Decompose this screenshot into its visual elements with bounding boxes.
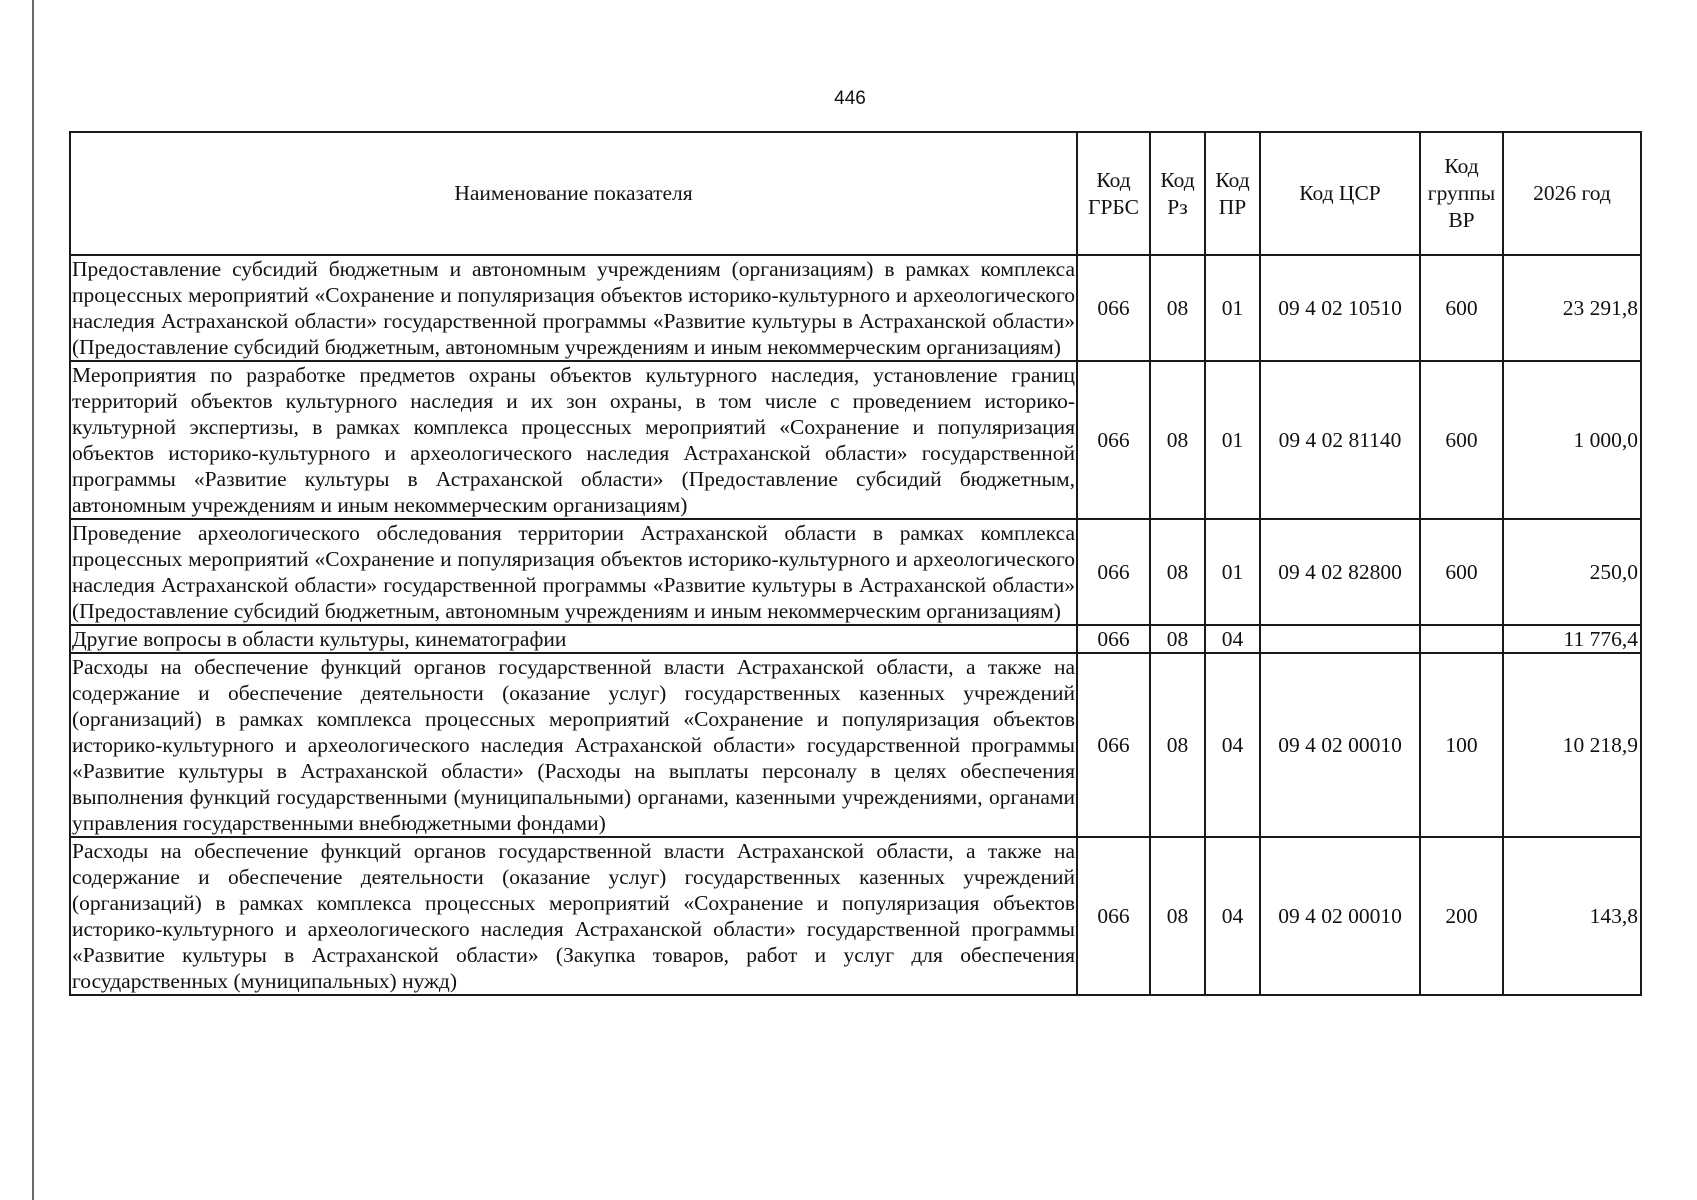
header-vr: Код группы ВР: [1420, 132, 1503, 255]
row-grbs: 066: [1077, 255, 1150, 361]
row-amount: 1 000,0: [1503, 361, 1641, 519]
table-row: [70, 653, 1641, 837]
row-amount: 250,0: [1503, 519, 1641, 625]
row-name: Расходы на обеспечение функций органов государственной власти Астраханской области, а также на содержание и обеспечение деятельности (оказание услуг) государственных казенных учреждений (организаций) в рамках комплекса процессных мероприятий «Сохранение и популяризация объектов историко-культурного и археологического наследия Астраханской области» государственной программы «Развитие культуры в Астраханской области» (Расходы на выплаты персоналу в целях обеспечения выполнения функций государственными (муниципальными) органами, казенными учреждениями, органами управления государственными внебюджетными фондами): [72, 655, 1075, 835]
header-csr: Код ЦСР: [1260, 132, 1420, 255]
row-grbs: 066: [1077, 519, 1150, 625]
row-name: Проведение археологического обследования территории Астраханской области в рамках комплекса процессных мероприятий «Сохранение и популяризация объектов историко-культурного и археологического наследия Астраханской области» государственной программы «Развитие культуры в Астраханской области» (Предоставление субсидий бюджетным, автономным учреждениям и иным некоммерческим организациям): [72, 521, 1075, 623]
row-pr: 01: [1205, 255, 1260, 361]
row-rz: 08: [1150, 625, 1205, 653]
header-rz: Код Рз: [1150, 132, 1205, 255]
row-rz: 08: [1150, 361, 1205, 519]
row-rz: 08: [1150, 837, 1205, 995]
row-grbs: 066: [1077, 837, 1150, 995]
table-header-row: [70, 132, 1641, 255]
row-amount: 23 291,8: [1503, 255, 1641, 361]
header-pr: Код ПР: [1205, 132, 1260, 255]
table-row: [70, 255, 1641, 361]
header-year: 2026 год: [1503, 132, 1641, 255]
row-amount: 11 776,4: [1503, 625, 1641, 653]
table-row: [70, 625, 1641, 653]
row-name: Расходы на обеспечение функций органов государственной власти Астраханской области, а также на содержание и обеспечение деятельности (оказание услуг) государственных казенных учреждений (организаций) в рамках комплекса процессных мероприятий «Сохранение и популяризация объектов историко-культурного и археологического наследия Астраханской области» государственной программы «Развитие культуры в Астраханской области» (Закупка товаров, работ и услуг для обеспечения государственных (муниципальных) нужд): [72, 839, 1075, 993]
budget-table: [69, 131, 1642, 996]
row-vr: 600: [1420, 255, 1503, 361]
table-row: [70, 519, 1641, 625]
row-rz: 08: [1150, 653, 1205, 837]
row-csr: 09 4 02 82800: [1260, 519, 1420, 625]
row-pr: 04: [1205, 837, 1260, 995]
row-pr: 04: [1205, 625, 1260, 653]
row-vr: 600: [1420, 361, 1503, 519]
row-vr: [1420, 625, 1503, 653]
row-vr: 100: [1420, 653, 1503, 837]
row-csr: [1260, 625, 1420, 653]
row-rz: 08: [1150, 519, 1205, 625]
row-grbs: 066: [1077, 653, 1150, 837]
row-name: Другие вопросы в области культуры, кинематографии: [70, 625, 1077, 653]
row-rz: 08: [1150, 255, 1205, 361]
row-csr: 09 4 02 81140: [1260, 361, 1420, 519]
table-row: [70, 837, 1641, 995]
page-number: 446: [834, 88, 866, 109]
row-csr: 09 4 02 00010: [1260, 653, 1420, 837]
row-name: Предоставление субсидий бюджетным и автономным учреждениям (организациям) в рамках комплекса процессных мероприятий «Сохранение и популяризация объектов историко-культурного и археологического наследия Астраханской области» государственной программы «Развитие культуры в Астраханской области» (Предоставление субсидий бюджетным, автономным учреждениям и иным некоммерческим организациям): [72, 257, 1075, 359]
row-pr: 01: [1205, 519, 1260, 625]
row-csr: 09 4 02 00010: [1260, 837, 1420, 995]
table-row: [70, 361, 1641, 519]
row-pr: 04: [1205, 653, 1260, 837]
row-pr: 01: [1205, 361, 1260, 519]
row-amount: 10 218,9: [1503, 653, 1641, 837]
row-name: Мероприятия по разработке предметов охраны объектов культурного наследия, установление границ территорий объектов культурного наследия и их зон охраны, в том числе с проведением историко-культурной экспертизы, в рамках комплекса процессных мероприятий «Сохранение и популяризация объектов историко-культурного и археологического наследия Астраханской области» государственной программы «Развитие культуры в Астраханской области» (Предоставление субсидий бюджетным, автономным учреждениям и иным некоммерческим организациям): [72, 363, 1075, 517]
header-grbs: Код ГРБС: [1077, 132, 1150, 255]
row-csr: 09 4 02 10510: [1260, 255, 1420, 361]
row-vr: 600: [1420, 519, 1503, 625]
row-amount: 143,8: [1503, 837, 1641, 995]
row-grbs: 066: [1077, 361, 1150, 519]
page-left-border: [32, 0, 34, 1200]
row-vr: 200: [1420, 837, 1503, 995]
header-name: Наименование показателя: [70, 132, 1077, 255]
row-grbs: 066: [1077, 625, 1150, 653]
